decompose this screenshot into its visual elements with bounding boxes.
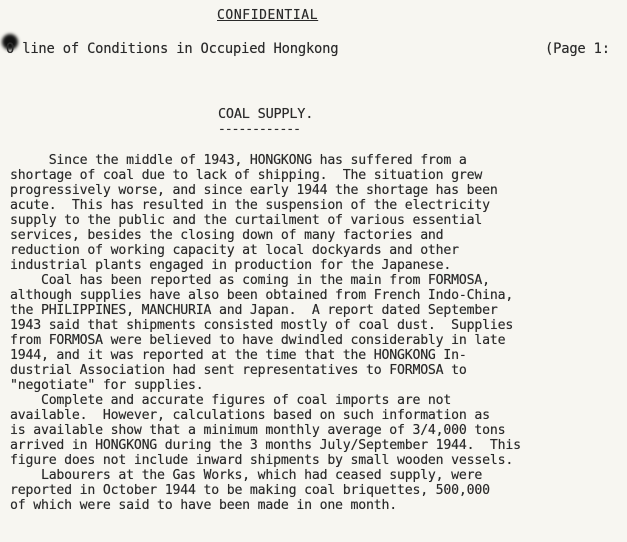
text-line: reduction of working capacity at local dockyards and other <box>10 243 459 258</box>
text-line: shortage of coal due to lack of shipping. The situation grew <box>10 168 483 183</box>
text-line: 1943 said that shipments consisted mostly of coal dust. Supplies <box>10 318 514 333</box>
outline-title: O line of Conditions in Occupied Hongkong <box>6 41 339 57</box>
text-line: available. However, calculations based on such information as <box>10 408 490 423</box>
text-line: progressively worse, and since early 1944 the shortage has been <box>10 183 498 198</box>
text-line: the PHILIPPINES, MANCHURIA and Japan. A report dated September <box>10 303 498 318</box>
text-line: Complete and accurate figures of coal imports are not <box>10 393 452 408</box>
text-line: of which were said to have been made in one month. <box>10 498 397 513</box>
text-line: services, besides the closing down of many factories and <box>10 228 444 243</box>
text-line: supply to the public and the curtailment of various essential <box>10 213 483 228</box>
text-line: dustrial Association had sent representatives to FORMOSA to <box>10 363 467 378</box>
text-line: figure does not include inward shipments by small wooden vessels. <box>10 453 514 468</box>
text-line: although supplies have also been obtained from French Indo-China, <box>10 288 514 303</box>
text-line: 1944, and it was reported at the time that the HONGKONG In- <box>10 348 467 363</box>
page-number: (Page 1: <box>545 41 610 57</box>
confidential-stamp: CONFIDENTIAL <box>217 8 319 23</box>
text-line: reported in October 1944 to be making coal briquettes, 500,000 <box>10 483 490 498</box>
text-line: Coal has been reported as coming in the main from FORMOSA, <box>10 273 490 288</box>
heading-rule: ------------ <box>218 122 300 137</box>
text-line: from FORMOSA were believed to have dwindled considerably in late <box>10 333 506 348</box>
text-line: Since the middle of 1943, HONGKONG has suffered from a <box>10 153 467 168</box>
text-line: Labourers at the Gas Works, which had ceased supply, were <box>10 468 483 483</box>
text-line: industrial plants engaged in production for the Japanese. <box>10 258 452 273</box>
text-line: acute. This has resulted in the suspension of the electricity <box>10 198 490 213</box>
text-line: arrived in HONGKONG during the 3 months July/September 1944. This <box>10 438 521 453</box>
text-line: is available show that a minimum monthly average of 3/4,000 tons <box>10 423 506 438</box>
text-line: "negotiate" for supplies. <box>10 378 204 393</box>
section-heading: COAL SUPPLY. <box>218 106 314 122</box>
